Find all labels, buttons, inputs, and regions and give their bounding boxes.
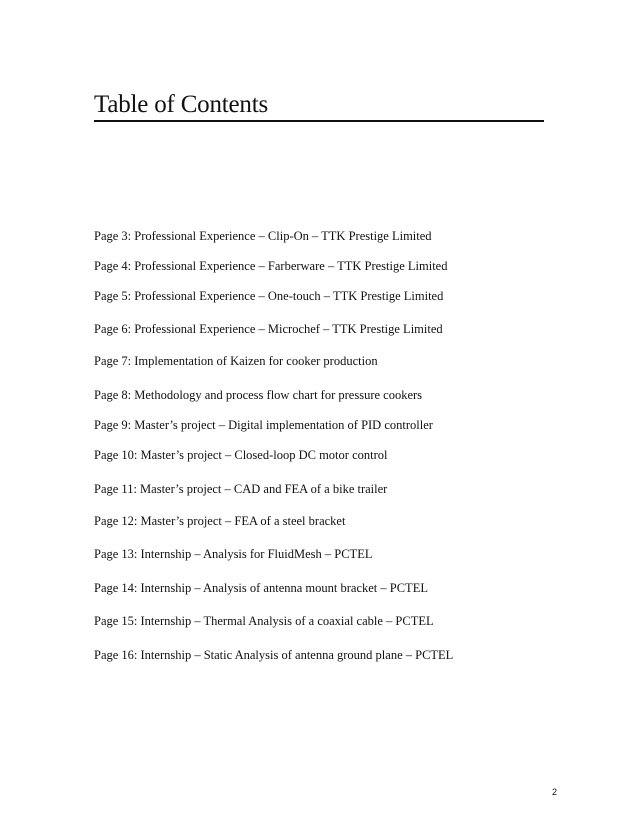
toc-entry: Page 8: Methodology and process flow chart for pressure cookers <box>94 388 423 402</box>
toc-entry: Page 5: Professional Experience – One-touch – TTK Prestige Limited <box>94 289 444 303</box>
toc-entry: Page 12: Master’s project – FEA of a steel bracket <box>94 514 346 528</box>
toc-entry: Page 14: Internship – Analysis of antenna mount bracket – PCTEL <box>94 581 428 595</box>
toc-entry: Page 4: Professional Experience – Farberware – TTK Prestige Limited <box>94 259 448 273</box>
toc-entry: Page 9: Master’s project – Digital implementation of PID controller <box>94 418 433 432</box>
toc-entry: Page 7: Implementation of Kaizen for cooker production <box>94 354 378 368</box>
toc-entry: Page 6: Professional Experience – Microchef – TTK Prestige Limited <box>94 322 443 336</box>
toc-entry: Page 16: Internship – Static Analysis of antenna ground plane – PCTEL <box>94 648 454 662</box>
toc-entry: Page 13: Internship – Analysis for FluidMesh – PCTEL <box>94 547 373 561</box>
toc-entry: Page 11: Master’s project – CAD and FEA of a bike trailer <box>94 482 388 496</box>
page-number: 2 <box>552 787 558 797</box>
toc-entry: Page 3: Professional Experience – Clip-On – TTK Prestige Limited <box>94 229 432 243</box>
toc-entry: Page 10: Master’s project – Closed-loop DC motor control <box>94 448 388 462</box>
toc-entry: Page 15: Internship – Thermal Analysis of a coaxial cable – PCTEL <box>94 614 434 628</box>
page-title: Table of Contents <box>94 90 544 122</box>
